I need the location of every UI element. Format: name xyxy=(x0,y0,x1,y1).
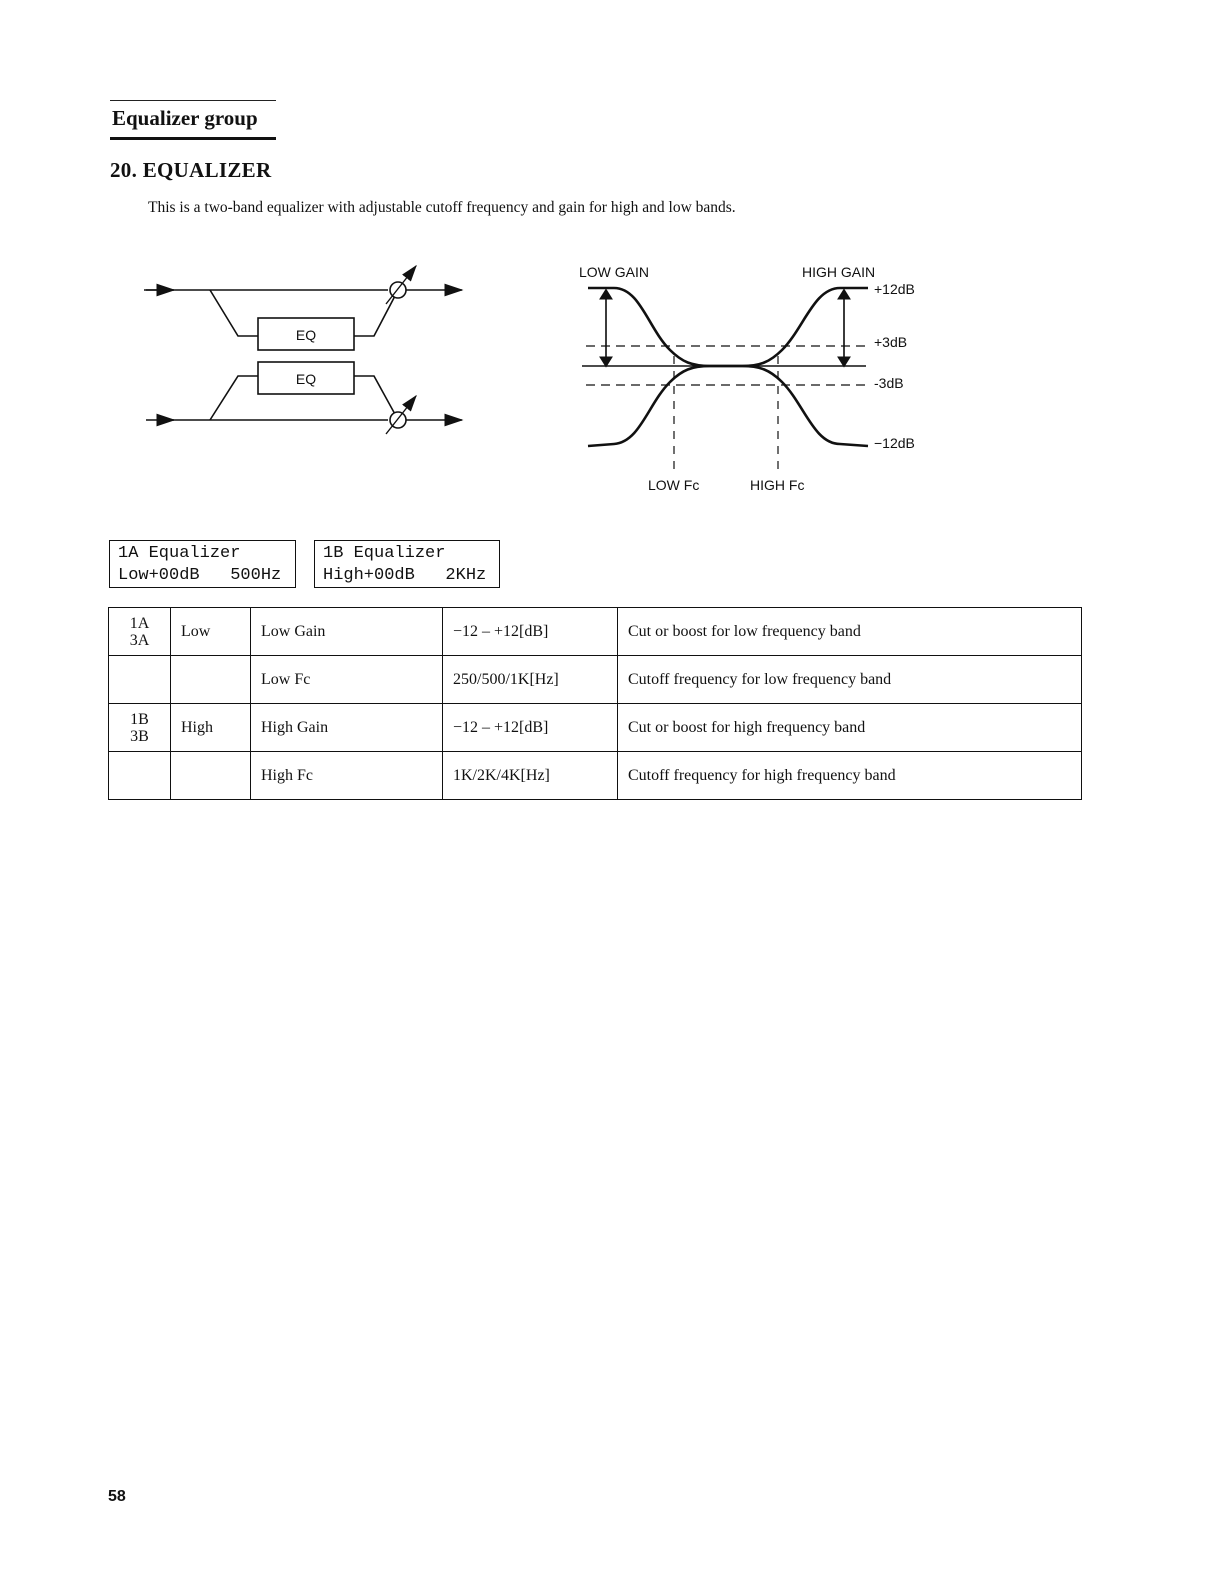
db-plus3-label: +3dB xyxy=(874,334,908,350)
band-cell: Low xyxy=(171,608,251,656)
desc-cell: Cutoff frequency for low frequency band xyxy=(618,656,1082,704)
table-row xyxy=(109,608,1082,656)
lcd-1a-line1: 1A Equalizer xyxy=(118,544,241,563)
table-row xyxy=(109,656,1082,704)
section-title: 20. EQUALIZER xyxy=(110,158,272,182)
param-cell: High Fc xyxy=(251,752,443,800)
page-number: 58 xyxy=(108,1488,126,1505)
high-fc-label: HIGH Fc xyxy=(750,477,805,493)
desc-cell: Cut or boost for high frequency band xyxy=(618,704,1082,752)
range-cell: −12 – +12[dB] xyxy=(443,608,618,656)
db-plus12-label: +12dB xyxy=(874,281,915,297)
band-cell xyxy=(171,752,251,800)
low-fc-label: LOW Fc xyxy=(648,477,700,493)
boost-response-curve xyxy=(588,288,868,366)
unit-cell: 1B 3B xyxy=(109,704,171,752)
group-title: Equalizer group xyxy=(112,106,258,130)
range-cell: −12 – +12[dB] xyxy=(443,704,618,752)
signal-flow-diagram xyxy=(140,258,480,438)
band-cell xyxy=(171,656,251,704)
low-gain-label: LOW GAIN xyxy=(579,264,650,280)
group-title-rule-bottom xyxy=(110,137,276,140)
top-adjust-arrow-icon xyxy=(386,266,416,304)
range-cell: 250/500/1K[Hz] xyxy=(443,656,618,704)
lcd-display-1a xyxy=(109,540,296,588)
group-title-rule-top xyxy=(110,100,276,101)
cut-response-curve xyxy=(588,366,868,446)
param-cell: Low Gain xyxy=(251,608,443,656)
eq-response-graph xyxy=(570,258,940,503)
high-gain-label: HIGH GAIN xyxy=(802,264,876,280)
band-cell: High xyxy=(171,704,251,752)
eq-block-bottom-label: EQ xyxy=(295,371,317,387)
lcd-1b-line2: High+00dB 2KHz xyxy=(323,566,487,585)
param-cell: High Gain xyxy=(251,704,443,752)
unit-cell xyxy=(109,752,171,800)
db-minus3-label: -3dB xyxy=(874,375,904,391)
bottom-eq-input-line xyxy=(210,376,258,420)
desc-cell: Cut or boost for low frequency band xyxy=(618,608,1082,656)
lcd-display-1b xyxy=(314,540,500,588)
lcd-1b-line1: 1B Equalizer xyxy=(323,544,446,563)
range-cell: 1K/2K/4K[Hz] xyxy=(443,752,618,800)
bottom-eq-output-line xyxy=(354,376,396,416)
unit-cell xyxy=(109,656,171,704)
unit-cell: 1A 3A xyxy=(109,608,171,656)
eq-block-top-label: EQ xyxy=(295,327,317,343)
bottom-adjust-arrow-icon xyxy=(386,396,416,434)
db-minus12-label: −12dB xyxy=(874,435,915,451)
param-cell: Low Fc xyxy=(251,656,443,704)
desc-cell: Cutoff frequency for high frequency band xyxy=(618,752,1082,800)
parameter-table xyxy=(108,607,1082,800)
table-row xyxy=(109,752,1082,800)
lcd-1a-line2: Low+00dB 500Hz xyxy=(118,566,282,585)
top-eq-input-line xyxy=(210,290,258,336)
table-row xyxy=(109,704,1082,752)
intro-paragraph: This is a two-band equalizer with adjustable cutoff frequency and gain for high and low bands. xyxy=(148,199,736,216)
